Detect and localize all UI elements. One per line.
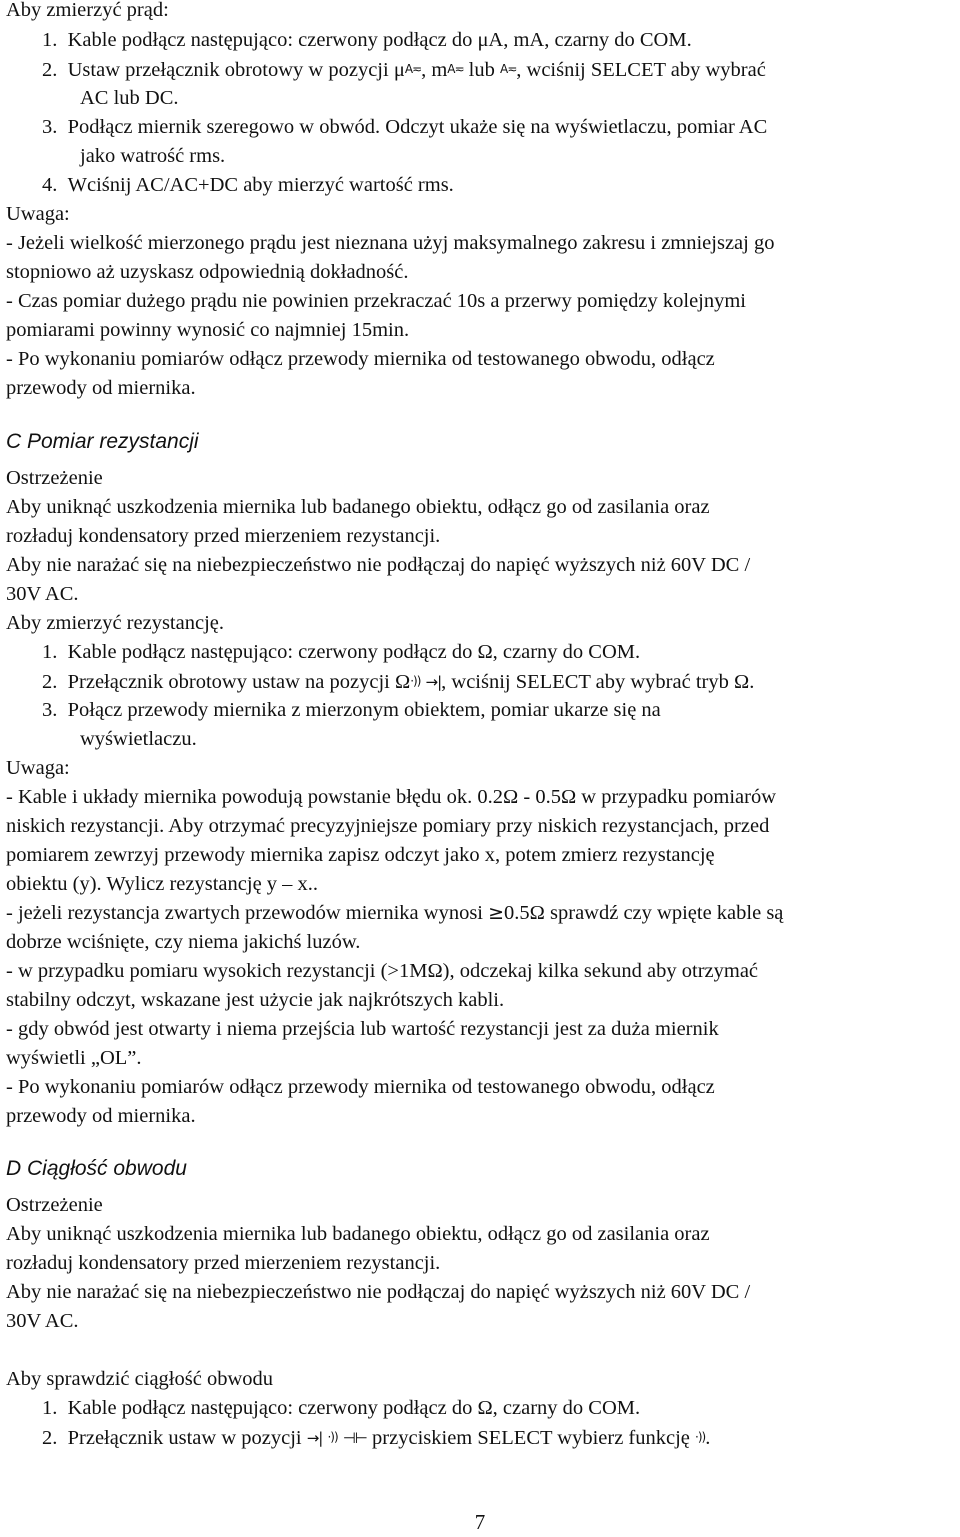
current-note-label: Uwaga:: [6, 203, 70, 225]
resistance-note: wyświetli „OL”.: [6, 1047, 142, 1069]
current-step-3: [42, 113, 767, 141]
current-title: Aby zmierzyć prąd:: [6, 0, 169, 21]
current-step-3-cont: jako watrość rms.: [80, 145, 226, 167]
step-text: , m: [421, 59, 448, 81]
continuity-step-1: [42, 1394, 640, 1422]
current-note: - Czas pomiar dużego prądu nie powinien przekraczać 10s a przerwy pomiędzy kolejnymi: [6, 290, 747, 312]
capacitor-icon: ⊣⊢: [342, 1429, 367, 1447]
resistance-intro: Aby zmierzyć rezystancję.: [6, 612, 224, 634]
resistance-note: obiektu (y). Wylicz rezystancję y – x..: [6, 873, 319, 895]
step-number: 3.: [42, 116, 58, 138]
buzzer-icon: ·)): [695, 1430, 706, 1444]
resistance-note: - w przypadku pomiaru wysokich rezystancji (>1MΩ), odczekaj kilka sekund aby otrzymać: [6, 960, 759, 982]
current-note: stopniowo aż uzyskasz odpowiednią dokładność.: [6, 261, 409, 283]
diode-icon: →|: [306, 1429, 323, 1447]
step-number: 1.: [42, 641, 58, 663]
resistance-note: - gdy obwód jest otwarty i niema przejścia lub wartość rezystancji jest za duża miernik: [6, 1018, 719, 1040]
resistance-note-label: Uwaga:: [6, 757, 70, 779]
resistance-note-short: [6, 899, 783, 927]
buzzer-icon: ·)): [410, 674, 421, 688]
current-note: pomiarami powinny wynosić co najmniej 15min.: [6, 319, 410, 341]
step-text: przyciskiem SELECT wybierz funkcję: [366, 1427, 696, 1449]
resistance-note: przewody od miernika.: [6, 1105, 196, 1127]
step-text: Kable podłącz następująco: czerwony podłącz do Ω, czarny do COM.: [67, 641, 641, 663]
step-number: 3.: [42, 699, 58, 721]
current-step-2: [42, 55, 766, 84]
step-text: .: [705, 1427, 711, 1449]
step-text: Kable podłącz następująco: czerwony podłącz do μA, mA, czarny do COM.: [67, 29, 692, 51]
step-text: Połącz przewody miernika z mierzonym obiektem, pomiar ukarze się na: [67, 699, 661, 721]
resistance-warning-text: 30V AC.: [6, 583, 79, 605]
step-text: Ustaw przełącznik obrotowy w pozycji μ: [67, 59, 405, 81]
resistance-step-2: [42, 667, 754, 696]
ac-ampere-icon: A≂: [500, 62, 517, 76]
step-number: 2.: [42, 1427, 58, 1449]
resistance-note: niskich rezystancji. Aby otrzymać precyzyjniejsze pomiary przy niskich rezystancjach, przed: [6, 815, 770, 837]
step-number: 2.: [42, 671, 58, 693]
step-number: 4.: [42, 174, 58, 196]
step-text: , wciśnij SELCET aby wybrać: [516, 59, 766, 81]
step-text: Wciśnij AC/AC+DC aby mierzyć wartość rms.: [67, 174, 454, 196]
continuity-intro: Aby sprawdzić ciągłość obwodu: [6, 1368, 274, 1390]
resistance-warning-label: Ostrzeżenie: [6, 467, 103, 489]
page-number: 7: [474, 1510, 486, 1534]
step-text: Kable podłącz następująco: czerwony podłącz do Ω, czarny do COM.: [67, 1397, 641, 1419]
section-heading-resistance: C Pomiar rezystancji: [6, 430, 199, 453]
continuity-warning-label: Ostrzeżenie: [6, 1194, 103, 1216]
continuity-warning-text: Aby uniknąć uszkodzenia miernika lub badanego obiektu, odłącz go od zasilania oraz: [6, 1223, 710, 1245]
current-note: - Po wykonaniu pomiarów odłącz przewody miernika od testowanego obwodu, odłącz: [6, 348, 715, 370]
resistance-warning-text: Aby uniknąć uszkodzenia miernika lub badanego obiektu, odłącz go od zasilania oraz: [6, 496, 710, 518]
continuity-warning-text: 30V AC.: [6, 1310, 79, 1332]
step-text: lub: [463, 59, 500, 81]
buzzer-icon: ·)): [327, 1430, 338, 1444]
note-text: 0.5Ω sprawdź czy wpięte kable są: [504, 902, 784, 924]
resistance-note: stabilny odczyt, wskazane jest użycie jak najkrótszych kabli.: [6, 989, 505, 1011]
step-number: 2.: [42, 59, 58, 81]
resistance-note: dobrze wciśnięte, czy niema jakichś luzów.: [6, 931, 361, 953]
resistance-warning-text: Aby nie narażać się na niebezpieczeństwo nie podłączaj do napięć wyższych niż 60V DC /: [6, 554, 751, 576]
section-heading-continuity: D Ciągłość obwodu: [6, 1157, 187, 1180]
resistance-step-3: [42, 696, 661, 724]
current-note: - Jeżeli wielkość mierzonego prądu jest nieznana użyj maksymalnego zakresu i zmniejszaj go: [6, 232, 775, 254]
continuity-step-2: [42, 1423, 710, 1452]
ac-ampere-icon: A≂: [447, 62, 464, 76]
current-step-4: [42, 171, 454, 199]
continuity-warning-text: rozładuj kondensatory przed mierzeniem rezystancji.: [6, 1252, 441, 1274]
step-number: 1.: [42, 29, 58, 51]
ac-ampere-icon: A≂: [404, 62, 422, 76]
diode-icon: →|: [425, 673, 442, 691]
resistance-step-1: [42, 638, 640, 666]
resistance-step-3-cont: wyświetlaczu.: [80, 728, 197, 750]
greater-equal-icon: ≥: [488, 902, 505, 924]
current-note: przewody od miernika.: [6, 377, 196, 399]
step-text: Podłącz miernik szeregowo w obwód. Odczyt ukaże się na wyświetlaczu, pomiar AC: [67, 116, 768, 138]
step-number: 1.: [42, 1397, 58, 1419]
resistance-note: - Po wykonaniu pomiarów odłącz przewody miernika od testowanego obwodu, odłącz: [6, 1076, 715, 1098]
note-text: - jeżeli rezystancja zwartych przewodów miernika wynosi: [6, 902, 489, 924]
step-text: , wciśnij SELECT aby wybrać tryb Ω.: [441, 671, 755, 693]
step-text: Przełącznik ustaw w pozycji: [67, 1427, 307, 1449]
resistance-note: pomiarem zewrzyj przewody miernika zapisz odczyt jako x, potem zmierz rezystancję: [6, 844, 715, 866]
resistance-note: - Kable i układy miernika powodują powstanie błędu ok. 0.2Ω - 0.5Ω w przypadku pomiarów: [6, 786, 777, 808]
continuity-warning-text: Aby nie narażać się na niebezpieczeństwo nie podłączaj do napięć wyższych niż 60V DC /: [6, 1281, 751, 1303]
resistance-warning-text: rozładuj kondensatory przed mierzeniem rezystancji.: [6, 525, 441, 547]
current-step-1: [42, 26, 692, 54]
step-text: Przełącznik obrotowy ustaw na pozycji Ω: [67, 671, 411, 693]
current-step-2-cont: AC lub DC.: [80, 87, 179, 109]
